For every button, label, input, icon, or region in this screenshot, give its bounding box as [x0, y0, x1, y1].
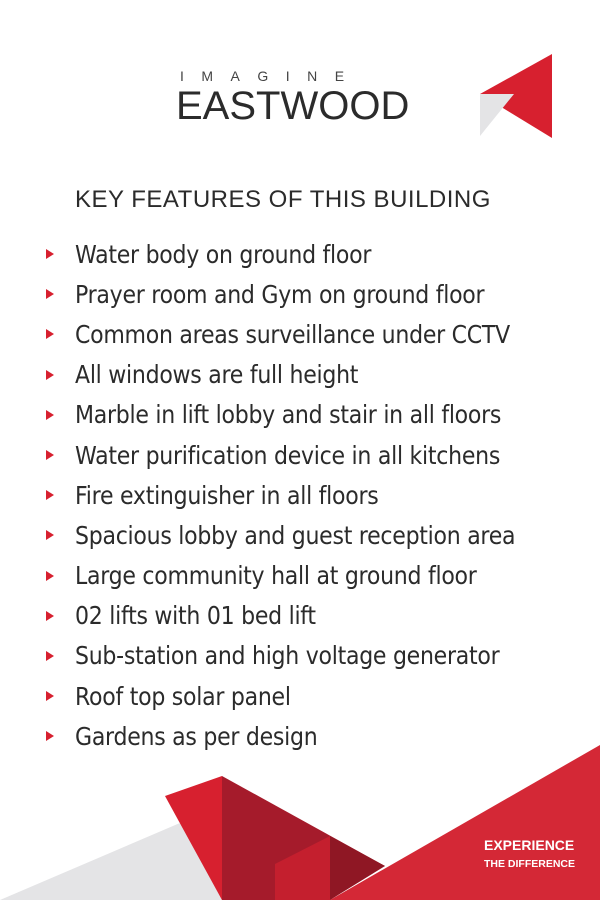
slogan-main: EXPERIENCE [484, 837, 575, 853]
list-item: Gardens as per design [46, 716, 564, 756]
list-item: Large community hall at ground floor [46, 556, 564, 596]
list-item: 02 lifts with 01 bed lift [46, 596, 564, 636]
brand-name: EASTWOOD [176, 84, 410, 128]
brand-tagline: IMAGINE [180, 68, 362, 84]
slogan [484, 837, 575, 870]
triangle-bullet-icon [46, 571, 54, 581]
triangle-bullet-icon [46, 611, 54, 621]
list-item: Sub-station and high voltage generator [46, 636, 564, 676]
list-item: Spacious lobby and guest reception area [46, 515, 564, 555]
list-item: Water body on ground floor [46, 234, 564, 274]
section-title: KEY FEATURES OF THIS BUILDING [75, 186, 491, 213]
list-item: Prayer room and Gym on ground floor [46, 274, 564, 314]
triangle-bullet-icon [46, 370, 54, 380]
feature-list [46, 234, 564, 756]
triangle-bullet-icon [46, 249, 54, 259]
decorative-triangles-icon [0, 740, 600, 900]
triangle-bullet-icon [46, 651, 54, 661]
triangle-bullet-icon [46, 329, 54, 339]
list-item: Roof top solar panel [46, 676, 564, 716]
triangle-bullet-icon [46, 289, 54, 299]
list-item: Common areas surveillance under CCTV [46, 314, 564, 354]
triangle-bullet-icon [46, 450, 54, 460]
list-item: Fire extinguisher in all floors [46, 475, 564, 515]
triangle-bullet-icon [46, 691, 54, 701]
triangle-bullet-icon [46, 410, 54, 420]
list-item: All windows are full height [46, 355, 564, 395]
list-item: Marble in lift lobby and stair in all floors [46, 395, 564, 435]
triangle-logo-icon [478, 54, 554, 138]
triangle-bullet-icon [46, 530, 54, 540]
list-item: Water purification device in all kitchens [46, 435, 564, 475]
slogan-sub: THE DIFFERENCE [484, 858, 576, 870]
triangle-bullet-icon [46, 490, 54, 500]
